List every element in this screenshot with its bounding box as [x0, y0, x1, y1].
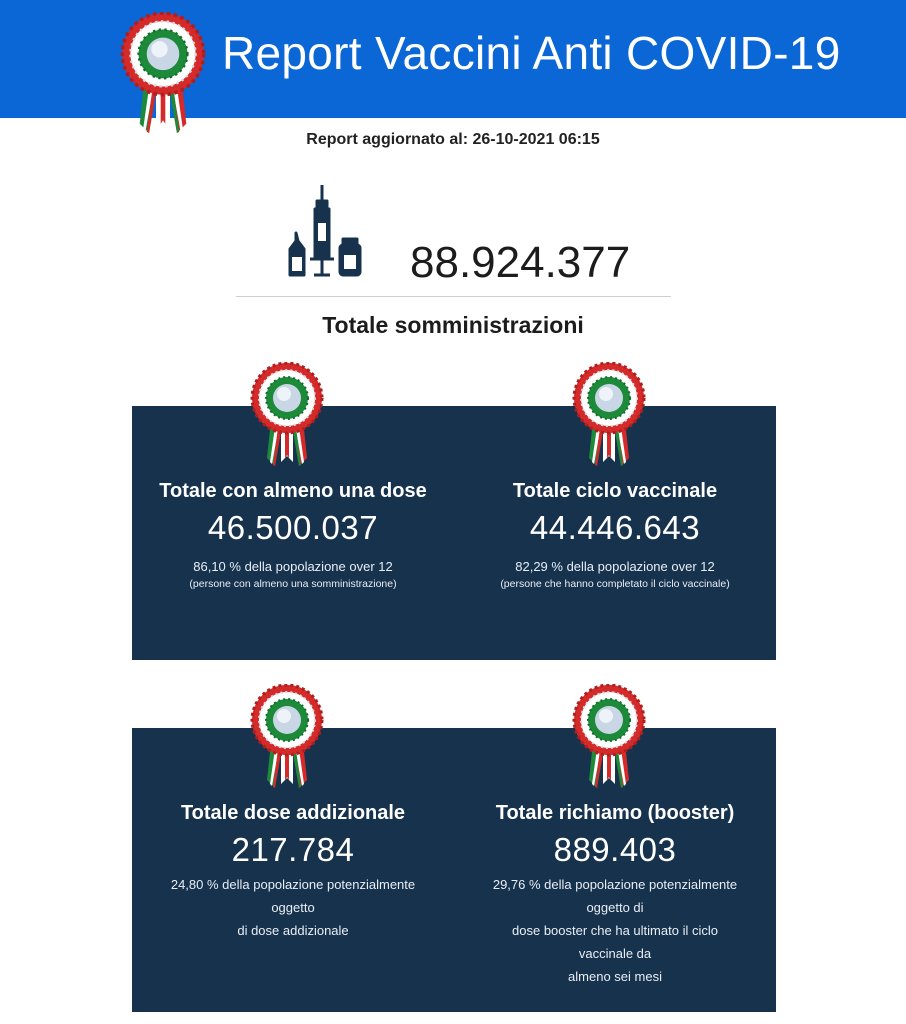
card-note: (persone che hanno completato il ciclo vaccinale) [500, 578, 730, 590]
card-text-line: 24,80 % della popolazione potenzialmente [170, 877, 416, 892]
italian-rosette-icon [571, 362, 647, 472]
divider [236, 296, 671, 297]
card-title: Totale dose addizionale [180, 802, 406, 824]
card-percentage: 86,10 % della popolazione over 12 [193, 559, 393, 574]
card-percentage: 82,29 % della popolazione over 12 [515, 559, 715, 574]
card-text-line: oggetto di [586, 900, 644, 915]
card-text-line: oggetto [271, 900, 315, 915]
italian-rosette-icon [571, 684, 647, 794]
card-text-line: almeno sei mesi [568, 969, 662, 984]
card-percentage-lines [454, 873, 776, 988]
card-text-line: 29,76 % della popolazione potenzialmente [492, 877, 738, 892]
card-percentage-lines [132, 873, 454, 942]
card-additional-dose [132, 802, 454, 942]
card-full-cycle [454, 480, 776, 590]
vaccine-vials-syringe-icon [284, 183, 364, 279]
total-administrations-value: 88.924.377 [410, 238, 631, 287]
italian-rosette-icon [249, 362, 325, 472]
total-administrations-label: Totale somministrazioni [322, 312, 584, 338]
report-updated-timestamp: Report aggiornato al: 26-10-2021 06:15 [306, 131, 600, 148]
card-title: Totale con almeno una dose [159, 480, 427, 502]
card-text-line: vaccinale da [578, 946, 652, 961]
card-value: 889.403 [553, 831, 677, 868]
italian-rosette-icon [249, 684, 325, 794]
card-value: 44.446.643 [529, 509, 701, 546]
card-value: 217.784 [231, 831, 355, 868]
card-text-line: di dose addizionale [237, 923, 349, 938]
page-header [0, 0, 906, 118]
card-title: Totale ciclo vaccinale [512, 480, 718, 502]
card-text-line: dose booster che ha ultimato il ciclo [512, 923, 718, 938]
italian-rosette-icon [118, 12, 208, 140]
card-note: (persone con almeno una somministrazione) [189, 578, 397, 590]
card-booster [454, 802, 776, 988]
card-title: Totale richiamo (booster) [495, 802, 735, 824]
card-value: 46.500.037 [207, 509, 379, 546]
card-first-dose [132, 480, 454, 590]
page-title: Report Vaccini Anti COVID-19 [222, 27, 841, 79]
